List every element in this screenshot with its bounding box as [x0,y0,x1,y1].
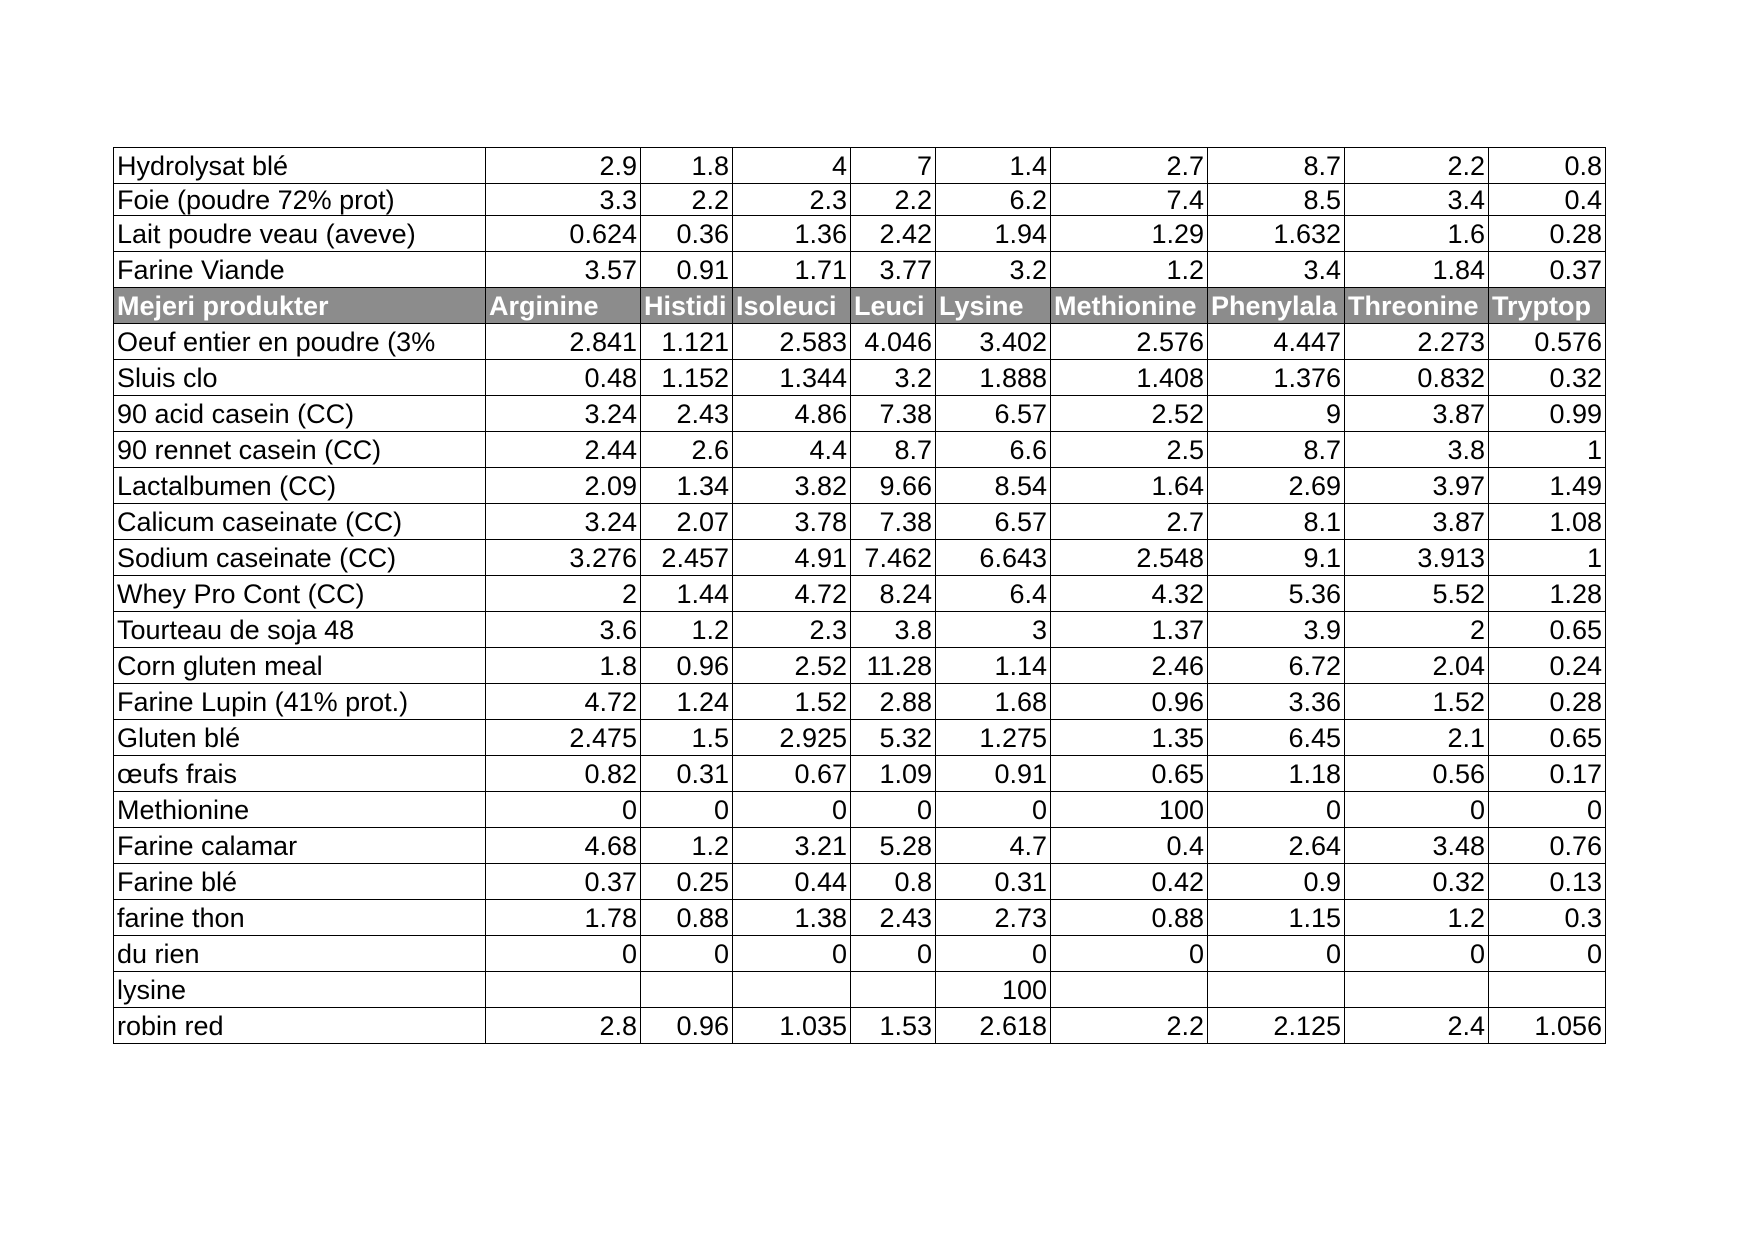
value-cell: 2 [486,576,641,612]
value-cell: 6.643 [936,540,1051,576]
table-row [114,612,1606,648]
value-cell: 1.4 [936,148,1051,184]
row-label-cell: Farine Lupin (41% prot.) [114,684,486,720]
value-cell: 0.56 [1345,756,1489,792]
value-cell [1208,972,1345,1008]
value-cell: 0.96 [641,1008,733,1044]
value-cell: 3.2 [936,252,1051,288]
table-row [114,792,1606,828]
value-cell: 0 [486,936,641,972]
value-cell: 0 [641,792,733,828]
table-row [114,684,1606,720]
header-row [114,288,1606,324]
row-label-cell: Mejeri produkter [114,288,486,324]
value-cell: 1.2 [641,612,733,648]
value-cell: 2.576 [1051,324,1208,360]
value-cell: 0.31 [641,756,733,792]
value-cell: 2 [1345,612,1489,648]
value-cell: 3.21 [733,828,851,864]
value-cell: 1.888 [936,360,1051,396]
value-cell: 2.841 [486,324,641,360]
value-cell: Isoleuci [733,288,851,324]
value-cell: 2.88 [851,684,936,720]
value-cell: 4.7 [936,828,1051,864]
value-cell: 0 [733,792,851,828]
value-cell: 0 [1208,936,1345,972]
value-cell: 7.4 [1051,184,1208,216]
value-cell: 3.4 [1345,184,1489,216]
value-cell: 1.29 [1051,216,1208,252]
value-cell: 0.3 [1489,900,1606,936]
value-cell: 1.44 [641,576,733,612]
value-cell: 2.69 [1208,468,1345,504]
value-cell: 3.8 [851,612,936,648]
value-cell: 1.94 [936,216,1051,252]
value-cell: 7.38 [851,504,936,540]
value-cell: 8.54 [936,468,1051,504]
value-cell: 1.38 [733,900,851,936]
row-label-cell: 90 rennet casein (CC) [114,432,486,468]
value-cell: 2.618 [936,1008,1051,1044]
value-cell: 1.5 [641,720,733,756]
value-cell: 0.99 [1489,396,1606,432]
value-cell: 6.72 [1208,648,1345,684]
value-cell: 3.78 [733,504,851,540]
value-cell: 0.576 [1489,324,1606,360]
value-cell: 3.3 [486,184,641,216]
row-label-cell: Gluten blé [114,720,486,756]
table-row [114,148,1606,184]
value-cell: 2.04 [1345,648,1489,684]
value-cell: 0.4 [1489,184,1606,216]
value-cell: 4.72 [733,576,851,612]
value-cell: 3 [936,612,1051,648]
value-cell: 9.66 [851,468,936,504]
value-cell: 1.408 [1051,360,1208,396]
row-label-cell: Farine Viande [114,252,486,288]
value-cell: Methionine [1051,288,1208,324]
value-cell: 1.34 [641,468,733,504]
row-label-cell: Oeuf entier en poudre (3% [114,324,486,360]
value-cell: 5.52 [1345,576,1489,612]
value-cell: 0 [733,936,851,972]
value-cell: 1.08 [1489,504,1606,540]
value-cell: 8.7 [1208,432,1345,468]
value-cell: 4.046 [851,324,936,360]
value-cell: 0.88 [641,900,733,936]
value-cell: 0.82 [486,756,641,792]
value-cell: 0.13 [1489,864,1606,900]
value-cell: 5.36 [1208,576,1345,612]
table-row [114,576,1606,612]
value-cell: 2.52 [1051,396,1208,432]
value-cell: 0 [1051,936,1208,972]
value-cell: 0.25 [641,864,733,900]
value-cell: 0 [1345,936,1489,972]
row-label-cell: Methionine [114,792,486,828]
value-cell: 2.52 [733,648,851,684]
value-cell: 0.91 [641,252,733,288]
value-cell: 4.32 [1051,576,1208,612]
row-label-cell: œufs frais [114,756,486,792]
value-cell: 1.37 [1051,612,1208,648]
value-cell: 3.77 [851,252,936,288]
value-cell [733,972,851,1008]
value-cell: 2.09 [486,468,641,504]
value-cell: 2.43 [641,396,733,432]
value-cell: 0.28 [1489,684,1606,720]
row-label-cell: 90 acid casein (CC) [114,396,486,432]
value-cell: 1.2 [1051,252,1208,288]
value-cell: 6.4 [936,576,1051,612]
value-cell: 2.8 [486,1008,641,1044]
table-row [114,1008,1606,1044]
value-cell: 2.2 [1051,1008,1208,1044]
value-cell: 9 [1208,396,1345,432]
table-row [114,540,1606,576]
value-cell: 1.632 [1208,216,1345,252]
value-cell: 0 [851,936,936,972]
value-cell: 3.9 [1208,612,1345,648]
value-cell: 1.6 [1345,216,1489,252]
value-cell: 0 [1489,936,1606,972]
value-cell: 1.8 [486,648,641,684]
value-cell: Threonine [1345,288,1489,324]
value-cell: 3.87 [1345,504,1489,540]
value-cell: 1.68 [936,684,1051,720]
value-cell: 0.8 [1489,148,1606,184]
row-label-cell: Sodium caseinate (CC) [114,540,486,576]
value-cell: 1.275 [936,720,1051,756]
value-cell: 3.87 [1345,396,1489,432]
value-cell: 0.67 [733,756,851,792]
value-cell: 1.18 [1208,756,1345,792]
value-cell: 0.32 [1489,360,1606,396]
value-cell: 0.832 [1345,360,1489,396]
value-cell: 1.84 [1345,252,1489,288]
value-cell: 2.3 [733,184,851,216]
value-cell: 1.2 [1345,900,1489,936]
value-cell: 0 [936,792,1051,828]
value-cell: 7.462 [851,540,936,576]
value-cell: 2.7 [1051,148,1208,184]
value-cell: 8.5 [1208,184,1345,216]
value-cell: 0.44 [733,864,851,900]
table-row [114,972,1606,1008]
value-cell: 0 [1489,792,1606,828]
value-cell: 1.52 [1345,684,1489,720]
value-cell: 4.68 [486,828,641,864]
value-cell: 1.78 [486,900,641,936]
row-label-cell: Foie (poudre 72% prot) [114,184,486,216]
value-cell: 3.48 [1345,828,1489,864]
table-row [114,360,1606,396]
value-cell: 11.28 [851,648,936,684]
row-label-cell: Lactalbumen (CC) [114,468,486,504]
value-cell: 6.45 [1208,720,1345,756]
value-cell: 3.276 [486,540,641,576]
value-cell: 0.88 [1051,900,1208,936]
table-row [114,900,1606,936]
row-label-cell: farine thon [114,900,486,936]
value-cell: 1.49 [1489,468,1606,504]
value-cell: 0 [486,792,641,828]
value-cell: 2.5 [1051,432,1208,468]
value-cell: 2.1 [1345,720,1489,756]
value-cell: 3.97 [1345,468,1489,504]
value-cell: 3.24 [486,396,641,432]
value-cell [1051,972,1208,1008]
value-cell: 1.14 [936,648,1051,684]
value-cell [851,972,936,1008]
value-cell: 2.475 [486,720,641,756]
value-cell: 100 [936,972,1051,1008]
value-cell: 2.457 [641,540,733,576]
table-row [114,184,1606,216]
value-cell: 2.548 [1051,540,1208,576]
value-cell: 2.925 [733,720,851,756]
value-cell: Histidi [641,288,733,324]
row-label-cell: Lait poudre veau (aveve) [114,216,486,252]
table-body [114,148,1606,1044]
value-cell: 1.121 [641,324,733,360]
row-label-cell: Corn gluten meal [114,648,486,684]
table-row [114,936,1606,972]
value-cell: Arginine [486,288,641,324]
value-cell: 1.035 [733,1008,851,1044]
table-row [114,324,1606,360]
value-cell: 1.344 [733,360,851,396]
value-cell: 4.86 [733,396,851,432]
value-cell: 0.65 [1489,612,1606,648]
value-cell: 0 [1345,792,1489,828]
row-label-cell: robin red [114,1008,486,1044]
row-label-cell: Hydrolysat blé [114,148,486,184]
value-cell: 2.73 [936,900,1051,936]
value-cell [1489,972,1606,1008]
table-row [114,216,1606,252]
value-cell: 0.65 [1051,756,1208,792]
value-cell: 0.24 [1489,648,1606,684]
value-cell: 6.6 [936,432,1051,468]
value-cell: 2.46 [1051,648,1208,684]
row-label-cell: Farine blé [114,864,486,900]
row-label-cell: Tourteau de soja 48 [114,612,486,648]
value-cell: 7 [851,148,936,184]
value-cell: 1.64 [1051,468,1208,504]
value-cell: 4.447 [1208,324,1345,360]
amino-acid-table [113,147,1606,1044]
value-cell: 7.38 [851,396,936,432]
value-cell: 4.91 [733,540,851,576]
value-cell: 0.37 [1489,252,1606,288]
value-cell: 2.3 [733,612,851,648]
value-cell: 3.82 [733,468,851,504]
value-cell: Lysine [936,288,1051,324]
value-cell: 0.96 [1051,684,1208,720]
value-cell: 3.24 [486,504,641,540]
value-cell: 2.2 [641,184,733,216]
value-cell: 4.4 [733,432,851,468]
value-cell: 2.44 [486,432,641,468]
value-cell: 3.402 [936,324,1051,360]
value-cell: 0.36 [641,216,733,252]
value-cell: 4 [733,148,851,184]
table-row [114,396,1606,432]
value-cell: 2.9 [486,148,641,184]
value-cell: 0.65 [1489,720,1606,756]
value-cell: 2.2 [1345,148,1489,184]
value-cell: 1.2 [641,828,733,864]
row-label-cell: Farine calamar [114,828,486,864]
table-row [114,828,1606,864]
value-cell: 0 [1208,792,1345,828]
value-cell [486,972,641,1008]
value-cell: 2.6 [641,432,733,468]
value-cell: 2.43 [851,900,936,936]
value-cell: 9.1 [1208,540,1345,576]
value-cell: 0.28 [1489,216,1606,252]
value-cell: 6.57 [936,396,1051,432]
row-label-cell: du rien [114,936,486,972]
value-cell: 1.71 [733,252,851,288]
table-row [114,756,1606,792]
value-cell [1345,972,1489,1008]
value-cell: 0.37 [486,864,641,900]
value-cell: 6.2 [936,184,1051,216]
value-cell: 0.32 [1345,864,1489,900]
value-cell: 0.76 [1489,828,1606,864]
value-cell: 8.24 [851,576,936,612]
value-cell: 0.91 [936,756,1051,792]
value-cell: 5.28 [851,828,936,864]
value-cell: 8.7 [851,432,936,468]
value-cell: 1.15 [1208,900,1345,936]
value-cell: 0 [641,936,733,972]
value-cell: 1.09 [851,756,936,792]
table-row [114,648,1606,684]
table-row [114,864,1606,900]
value-cell: 0.31 [936,864,1051,900]
value-cell: 1.24 [641,684,733,720]
value-cell: 2.2 [851,184,936,216]
value-cell: 0.9 [1208,864,1345,900]
value-cell: 3.57 [486,252,641,288]
value-cell: 2.42 [851,216,936,252]
value-cell: 6.57 [936,504,1051,540]
table-row [114,252,1606,288]
value-cell: 1 [1489,540,1606,576]
value-cell: 0.4 [1051,828,1208,864]
value-cell: 2.64 [1208,828,1345,864]
value-cell: 1.152 [641,360,733,396]
table-row [114,504,1606,540]
value-cell: 0.8 [851,864,936,900]
value-cell: 5.32 [851,720,936,756]
value-cell: 0 [851,792,936,828]
table-row [114,432,1606,468]
value-cell: 1.376 [1208,360,1345,396]
value-cell: 3.4 [1208,252,1345,288]
value-cell: 2.273 [1345,324,1489,360]
row-label-cell: Sluis clo [114,360,486,396]
value-cell: 1.056 [1489,1008,1606,1044]
value-cell: 2.125 [1208,1008,1345,1044]
value-cell: 0.96 [641,648,733,684]
value-cell: 3.913 [1345,540,1489,576]
value-cell: 8.1 [1208,504,1345,540]
value-cell: 1.52 [733,684,851,720]
table-row [114,468,1606,504]
value-cell: 1 [1489,432,1606,468]
value-cell: 3.6 [486,612,641,648]
value-cell: 100 [1051,792,1208,828]
value-cell: 1.36 [733,216,851,252]
value-cell: 0.42 [1051,864,1208,900]
value-cell: 2.583 [733,324,851,360]
value-cell: 0.17 [1489,756,1606,792]
value-cell: 0.48 [486,360,641,396]
value-cell: 2.4 [1345,1008,1489,1044]
value-cell: 0.624 [486,216,641,252]
value-cell: 3.36 [1208,684,1345,720]
value-cell: 1.28 [1489,576,1606,612]
row-label-cell: lysine [114,972,486,1008]
value-cell: 2.07 [641,504,733,540]
value-cell: Phenylala [1208,288,1345,324]
value-cell: 1.53 [851,1008,936,1044]
row-label-cell: Calicum caseinate (CC) [114,504,486,540]
value-cell: Tryptop [1489,288,1606,324]
value-cell: 2.7 [1051,504,1208,540]
table-row [114,720,1606,756]
value-cell: 0 [936,936,1051,972]
value-cell: 3.8 [1345,432,1489,468]
value-cell: 3.2 [851,360,936,396]
value-cell: 4.72 [486,684,641,720]
value-cell: 8.7 [1208,148,1345,184]
value-cell [641,972,733,1008]
value-cell: 1.8 [641,148,733,184]
value-cell: Leuci [851,288,936,324]
row-label-cell: Whey Pro Cont (CC) [114,576,486,612]
value-cell: 1.35 [1051,720,1208,756]
